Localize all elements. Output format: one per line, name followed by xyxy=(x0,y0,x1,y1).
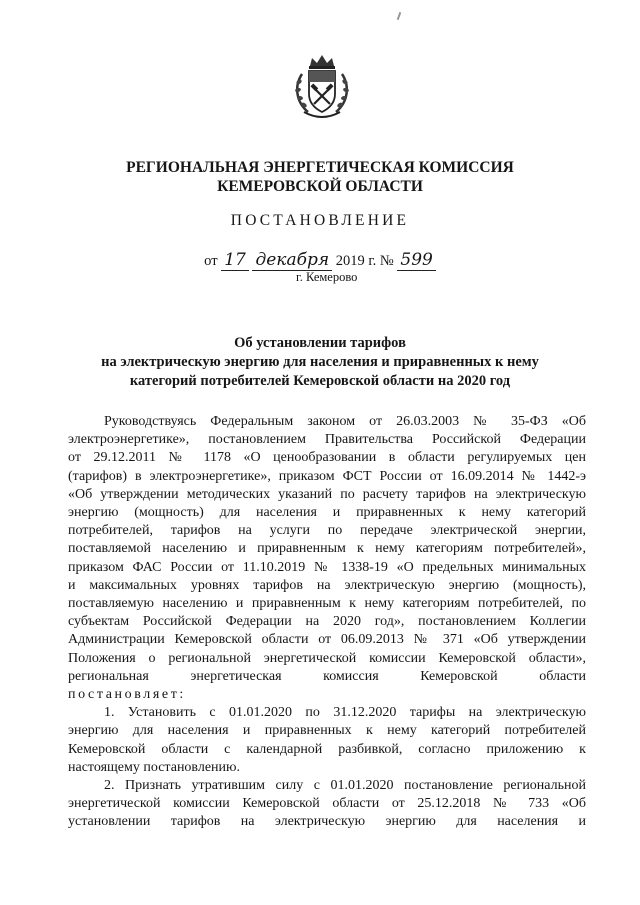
body-line: электроэнергетике», постановлением Правительства Российской Федерации xyxy=(68,432,586,448)
body-line: Администрации Кемеровской области от 06.09.2013 № 371 «Об утверждении xyxy=(68,632,586,648)
organization-name-line2: КЕМЕРОВСКОЙ ОБЛАСТИ xyxy=(217,178,423,195)
paragraph-2-line: 2. Признать утратившим силу с 01.01.2020 постановление региональной xyxy=(104,778,586,794)
body-line: от 29.12.2011 № 1178 «О ценообразовании в области регулируемых цен xyxy=(68,450,586,466)
document-city: г. Кемерово xyxy=(296,270,358,284)
resolves-word: постановляет: xyxy=(68,687,186,703)
organization-name-line1: РЕГИОНАЛЬНАЯ ЭНЕРГЕТИЧЕСКАЯ КОМИССИЯ xyxy=(126,159,514,176)
date-prefix: от xyxy=(204,253,218,269)
document-body xyxy=(68,413,586,832)
body-line: и максимальных уровнях тарифов на электрическую энергию (мощность), xyxy=(68,577,586,593)
body-line: субъектам Российской Федерации на 2020 год», постановлением Коллегии xyxy=(68,614,586,630)
body-line: поставляемой населению и приравненным к нему категориям потребителей», xyxy=(68,541,586,557)
number-label: № xyxy=(379,253,394,269)
paragraph-1-line: Кемеровской области с календарной разбивкой, согласно приложению к xyxy=(68,741,586,757)
subject-line: на электрическую энергию для населения и приравненных к нему xyxy=(101,354,539,370)
body-line: (тарифов) в электроэнергетике», приказом ФСТ России от 16.09.2014 № 1442-э xyxy=(68,468,586,484)
body-line: Положения о региональной энергетической комиссии Кемеровской области», xyxy=(68,650,586,666)
paragraph-1-line: энергию для населения и приравненных к нему категорий потребителей xyxy=(68,723,586,739)
body-line: приказом ФАС России от 11.10.2019 № 1338-19 «О предельных минимальных xyxy=(68,559,586,575)
body-line: поставляемую населению и приравненным к нему категориям потребителей, по xyxy=(68,596,586,612)
paragraph-1-line: 1. Установить с 01.01.2020 по 31.12.2020 тарифы на электрическую xyxy=(104,705,586,721)
paragraph-1-line: настоящему постановлению. xyxy=(68,759,240,775)
scan-mark xyxy=(397,12,402,20)
body-line: энергию (мощность) для населения и приравненных к нему категорий xyxy=(68,505,586,521)
document-type: ПОСТАНОВЛЕНИЕ xyxy=(230,212,410,229)
document-subject xyxy=(0,334,640,391)
paragraph-2-line: установлении тарифов на электрическую энергию для населения и xyxy=(68,814,586,830)
subject-line: категорий потребителей Кемеровской области на 2020 год xyxy=(129,373,511,389)
body-line: Руководствуясь Федеральным законом от 26.03.2003 № 35-ФЗ «Об xyxy=(104,414,586,429)
document-dateline xyxy=(0,250,640,270)
document-number: 599 xyxy=(397,250,435,271)
coat-of-arms-icon xyxy=(292,52,352,120)
subject-line: Об установлении тарифов xyxy=(234,335,406,351)
date-year: 2019 г. xyxy=(335,253,377,269)
body-line: региональная энергетическая комиссия Кемеровской области xyxy=(68,668,586,684)
paragraph-2-line: энергетической комиссии Кемеровской области от 25.12.2018 № 733 «Об xyxy=(68,796,586,812)
date-day: 17 xyxy=(221,250,249,271)
body-line: потребителей, тарифов на услуги по передаче электрической энергии, xyxy=(68,523,586,539)
date-month: декабря xyxy=(252,250,332,271)
body-line: «Об утверждении методических указаний по расчету тарифов на электрическую xyxy=(68,486,586,502)
